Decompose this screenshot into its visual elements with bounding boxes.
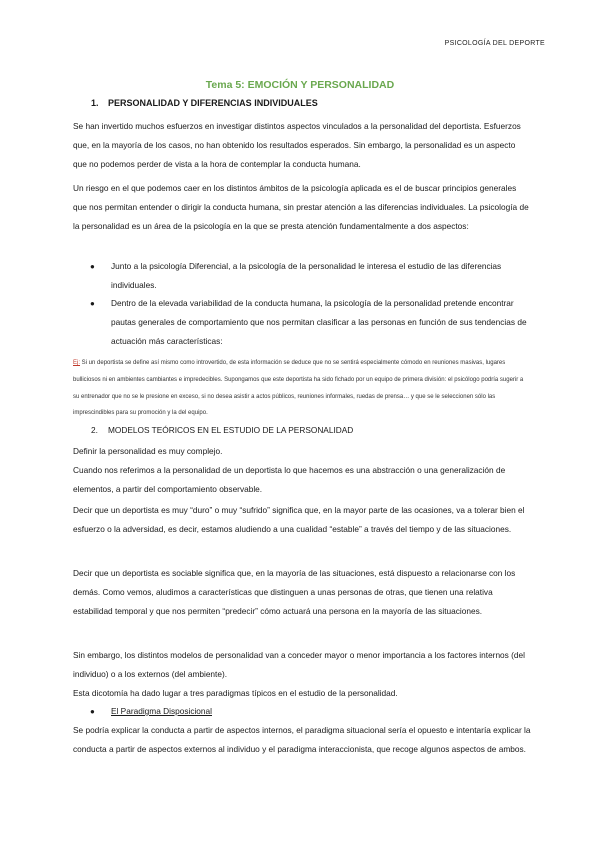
example-tag: Ej: — [73, 360, 81, 366]
running-header: PSICOLOGÍA DEL DEPORTE — [444, 40, 545, 47]
section-1-paragraph-2: Un riesgo en el que podemos caer en los distintos ámbitos de la psicología aplicada es el de buscar principios generales que nos permitan entender o dirigir la conducta humana, sin prestar atención a las diferencias individuales. La psicología de la personalidad es un área de la psicología en la que se presta atención fundamentalmente a dos aspectos: — [73, 183, 529, 231]
bullet-marker: ● — [90, 707, 95, 716]
section-2-line-2: Esta dicotomía ha dado lugar a tres paradigmas típicos en el estudio de la personalidad. — [73, 688, 398, 698]
section-1-heading-text: PERSONALIDAD Y DIFERENCIAS INDIVIDUALES — [108, 98, 318, 108]
section-2-number: 2. — [91, 425, 98, 435]
bullet-marker: ● — [90, 299, 95, 308]
section-2-paragraph-4: Sin embargo, los distintos modelos de personalidad van a conceder mayor o menor importancia a los factores internos (del individuo) o a los externos (del ambiente). — [73, 650, 525, 679]
section-2-paragraph-1: Cuando nos referimos a la personalidad de un deportista lo que hacemos es una abstracción o una generalización de elementos, a partir del comportamiento observable. — [73, 465, 506, 494]
example-text: Si un deportista se define así mismo como introvertido, de esta información se deduce que no se sentirá especialmente cómodo en reuniones masivas, lugares bulliciosos ni en ambientes cambiantes e impredecibles. Supongamos que este deportista ha sido fichado por un equipo de primera división: el psicólogo podría sugerir a su entrenador que no se le presione en exceso, si no desea asistir a actos públicos, reuniones informales, ruedas de prensa… y que se le seleccionen sólo las imprescindibles para su promoción y la del equipo. — [73, 360, 524, 417]
section-1-paragraph-1: Se han invertido muchos esfuerzos en investigar distintos aspectos vinculados a la personalidad del deportista. Esfuerzos que, en la mayoría de los casos, no han obtenido los resultados esperados. Sin embargo, la personalidad es un aspecto que no podemos perder de vista a la hora de contemplar la conducta humana. — [73, 121, 521, 169]
section-1-number: 1. — [91, 98, 99, 108]
section-2-line-1: Definir la personalidad es muy complejo. — [73, 446, 223, 456]
example-note — [73, 355, 531, 422]
section-1-heading — [91, 98, 318, 108]
page-title: Tema 5: EMOCIÓN Y PERSONALIDAD — [205, 79, 395, 91]
section-1-bullet-2: Dentro de la elevada variabilidad de la conducta humana, la psicología de la personalidad pretende encontrar pautas generales de comportamiento que nos permitan clasificar a las personas en función de sus tendencias de actuación más características: — [111, 298, 527, 346]
bullet-marker: ● — [90, 262, 95, 271]
section-2-paragraph-3: Decir que un deportista es sociable significa que, en la mayoría de las situaciones, está dispuesto a relacionarse con los demás. Como vemos, aludimos a características que distinguen a unas personas de otras, que tienen una relativa estabilidad temporal y que nos permiten “predecir” cómo actuará una persona en la mayoría de las situaciones. — [73, 568, 516, 616]
section-2-heading-text: MODELOS TEÓRICOS EN EL ESTUDIO DE LA PERSONALIDAD — [108, 425, 354, 435]
section-2-paragraph-2: Decir que un deportista es muy “duro” o muy “sufrido” significa que, en la mayor parte de las ocasiones, va a tolerar bien el esfuerzo o la adversidad, es decir, estamos aludiendo a una cualidad “estable” a través del tiempo y de las situaciones. — [73, 505, 525, 534]
section-2-paragraph-5: Se podría explicar la conducta a partir de aspectos internos, el paradigma situacional sería el opuesto e intentaría explicar la conducta a partir de aspectos externos al individuo y el paradigma interaccionista, que recoge algunos aspectos de ambos. — [73, 725, 531, 754]
section-2-heading — [91, 425, 353, 435]
paradigm-label: El Paradigma Disposicional — [111, 706, 212, 716]
section-1-bullet-1: Junto a la psicología Diferencial, a la psicología de la personalidad le interesa el estudio de las diferencias individuales. — [111, 261, 502, 290]
